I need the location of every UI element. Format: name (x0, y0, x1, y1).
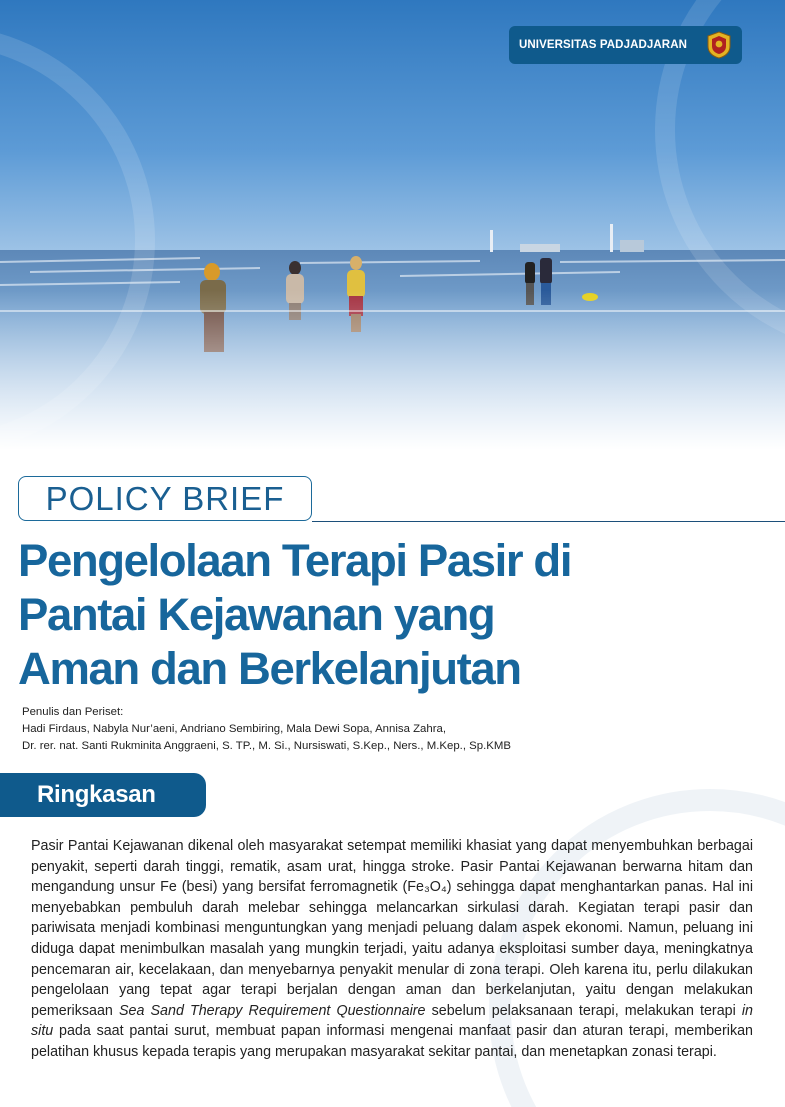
policy-brief-label (18, 476, 312, 521)
university-badge (509, 26, 742, 64)
questionnaire-name: Sea Sand Therapy Requirement Questionnaire (118, 1002, 426, 1019)
university-name: UNIVERSITAS PADJADJARAN (519, 39, 688, 51)
section-heading-box (0, 773, 206, 817)
university-crest-icon (706, 31, 732, 59)
beach-photo (0, 0, 785, 450)
in-situ-term: in situ (31, 1002, 754, 1040)
policy-brief-text: POLICY BRIEF (45, 479, 285, 517)
page-title (18, 534, 738, 696)
authors-block (22, 704, 511, 755)
divider-line (312, 521, 785, 522)
summary-text-3: pada saat pantai surut, membuat papan informasi mengenai manfaat pasir dan aturan terapi, memberikan pelatihan khusus kepada terapis yang merupakan masyarakat sekitar pantai, dan menetapkan zonasi terapi. (31, 1023, 753, 1060)
title-line-2: Pantai Kejawanan yang (18, 589, 495, 640)
summary-text-1: Pasir Pantai Kejawanan dikenal oleh masyarakat setempat memiliki khasiat yang dapat menyembuhkan berbagai penyakit, seperti darah tinggi, rematik, asam urat, hingga stroke. Pasir Pantai Kejawanan berwarna hitam dan mengandung unsur Fe (besi) yang bersifat ferromagnetik (Fe₃O₄) sehingga dapat menghantarkan panas. Hal ini menyebabkan pembuluh darah melebar sehingga melancarkan sirkulasi darah. Kegiatan terapi pasir dan pariwisata menjadi kombinasi menguntungkan yang menjadi peluang dalam aspek ekonomi. Namun, peluang ini diduga dapat menimbulkan masalah yang mungkin terjadi, yaitu adanya eksploitasi sumber daya, meningkatnya pencemaran air, kecelakaan, dan menyebarnya penyakit menular di zona terapi. Oleh karena itu, perlu dilakukan pengelolaan yang tepat agar terapi berjalan dengan aman dan berkelanjutan, yaitu dengan melakukan pemeriksaan (31, 838, 753, 1019)
summary-text-2: sebelum pelaksanaan terapi, melakukan terapi (425, 1002, 742, 1019)
authors-label: Penulis dan Periset: (22, 706, 124, 718)
hero-photo (0, 0, 785, 450)
authors-line-2: Dr. rer. nat. Santi Rukminita Anggraeni, S. TP., M. Si., Nursiswati, S.Kep., Ners., M.Kep., Sp.KMB (22, 740, 511, 752)
authors-line-1: Hadi Firdaus, Nabyla Nur’aeni, Andriano Sembiring, Mala Dewi Sopa, Annisa Zahra, (22, 723, 446, 735)
title-line-1: Pengelolaan Terapi Pasir di (18, 535, 572, 586)
section-heading: Ringkasan (37, 781, 156, 808)
title-line-3: Aman dan Berkelanjutan (18, 643, 521, 694)
summary-paragraph (31, 836, 753, 1063)
